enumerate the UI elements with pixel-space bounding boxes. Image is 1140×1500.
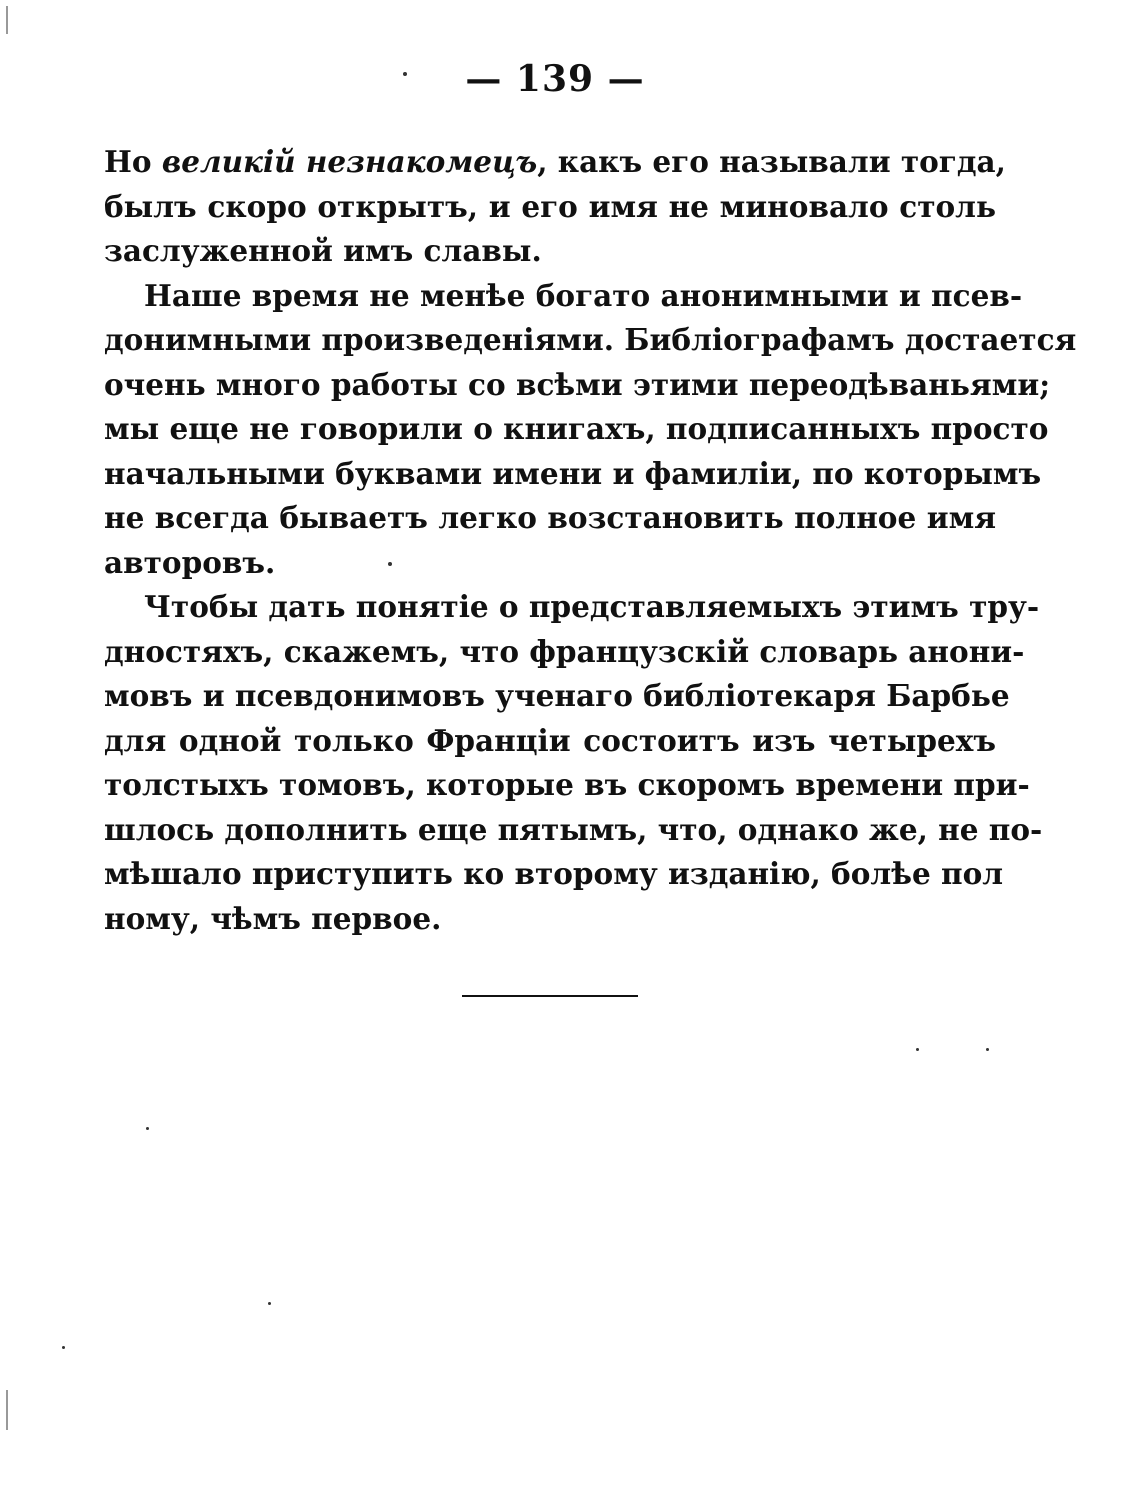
body-text	[104, 140, 1077, 941]
text-line: заслуженной имъ славы.	[104, 233, 542, 268]
text-run: Но	[104, 144, 162, 179]
text-line: не всегда бываетъ легко возстановить полное имя	[104, 500, 996, 535]
scan-speck	[146, 1127, 149, 1130]
scan-speck	[62, 1346, 65, 1349]
section-end-rule	[462, 995, 638, 997]
text-line: дностяхъ, скажемъ, что французскій словарь анони-	[104, 633, 1025, 669]
scan-speck	[6, 1390, 8, 1430]
emphasized-phrase: великій незнакомецъ	[161, 144, 538, 179]
text-line: донимными произведеніями. Библіографамъ достается	[104, 322, 1077, 357]
text-line: былъ скоро открытъ, и его имя не миновало столь	[104, 188, 996, 224]
page-number: — 139 —	[465, 58, 645, 100]
text-line: Наше время не менѣе богато анонимными и псев-	[144, 277, 1023, 313]
text-line: Чтобы дать понятіе о представляемыхъ этимъ тру-	[144, 589, 1040, 624]
text-line	[104, 140, 1006, 185]
text-run: , какъ его называли тогда,	[537, 144, 1006, 179]
scan-speck	[388, 562, 392, 566]
text-line: мы еще не говорили о книгахъ, подписанныхъ просто	[104, 411, 1049, 446]
text-line: очень много работы со всѣми этими переодѣваньями;	[104, 366, 1051, 402]
text-line: авторовъ.	[104, 544, 276, 580]
scan-speck	[986, 1048, 989, 1051]
paragraph-3	[104, 585, 1043, 941]
text-line: ному, чѣмъ первое.	[104, 900, 442, 936]
text-line: мѣшало приступить ко второму изданію, болѣе пол	[104, 856, 1004, 891]
scan-speck	[6, 6, 8, 34]
scan-speck	[916, 1048, 919, 1051]
text-line: для одной только Франціи состоитъ изъ четырехъ	[104, 722, 996, 758]
paragraph-2	[104, 274, 1077, 586]
scan-speck	[403, 72, 407, 76]
text-line: шлось дополнить еще пятымъ, что, однако же, не по-	[104, 811, 1043, 847]
text-line: толстыхъ томовъ, которые въ скоромъ времени при-	[104, 767, 1030, 802]
scan-speck	[268, 1302, 271, 1305]
paragraph-1	[104, 140, 1006, 274]
text-line: начальными буквами имени и фамиліи, по которымъ	[104, 455, 1042, 491]
text-line: мовъ и псевдонимовъ ученаго библіотекаря Барбье	[104, 678, 1010, 713]
